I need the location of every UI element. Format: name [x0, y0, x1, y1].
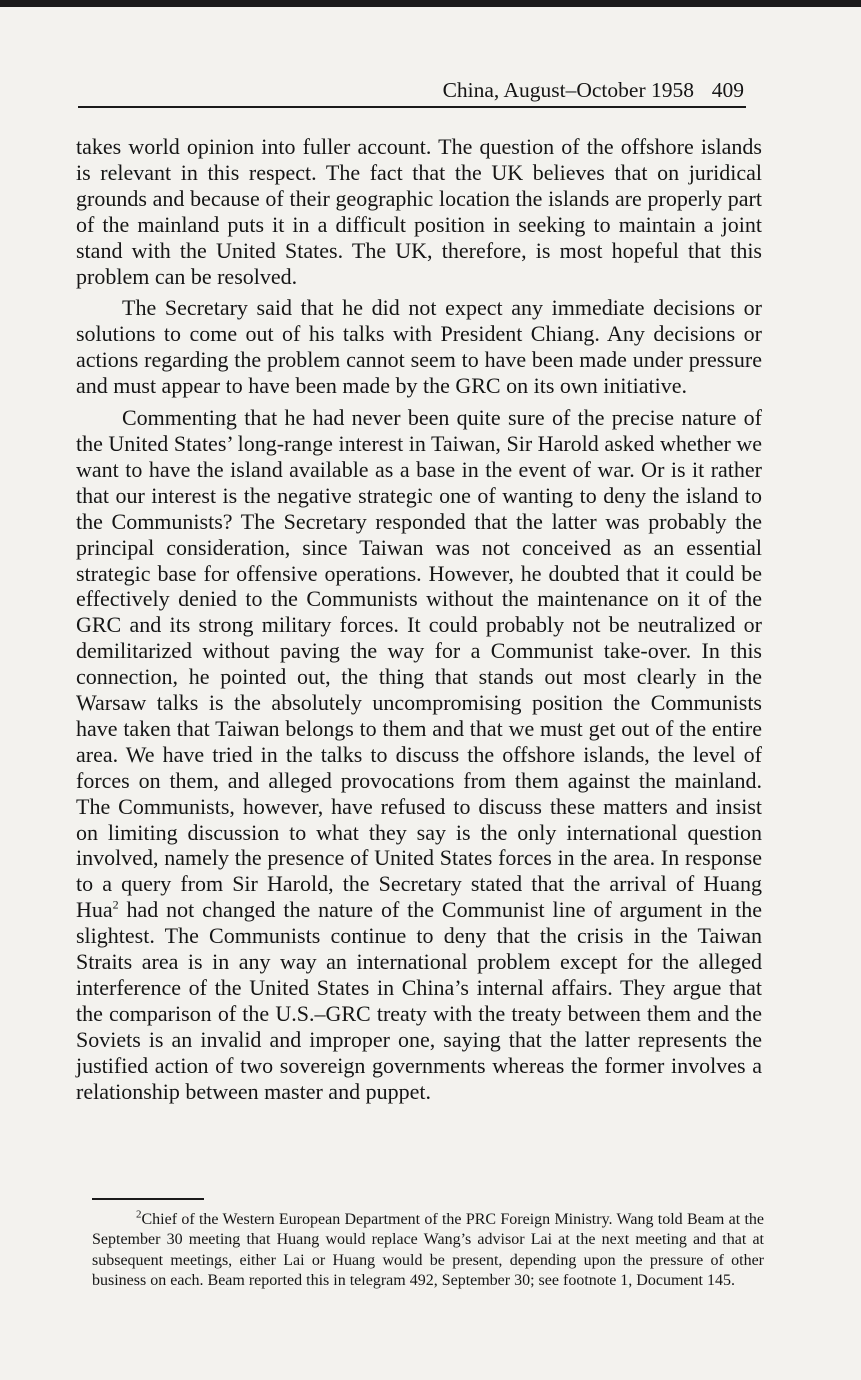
page-number: 409 [711, 78, 744, 102]
footnote-divider [92, 1198, 204, 1200]
paragraph-3 [76, 405, 762, 1104]
footnote [92, 1210, 764, 1291]
footnote-reference[interactable]: 2 [112, 897, 119, 912]
page-header [78, 76, 746, 108]
paragraph-2: The Secretary said that he did not expect any immediate decisions or solutions to come out of his talks with President Chiang. Any decisions or actions regarding the problem cannot seem to have been made under pressure and must appear to have been made by the GRC on its own initiative. [76, 295, 762, 399]
paragraph-3-part-1: Commenting that he had never been quite sure of the precise nature of the United States’ long-range interest in Taiwan, Sir Harold asked whether we want to have the island available as a base in the event of war. Or is it rather that our interest is the negative strategic one of wanting to deny the island to the Communists? The Secretary responded that the latter was probably the principal consideration, since Taiwan was not conceived as an essential strategic base for offensive operations. However, he doubted that it could be effectively denied to the Communists without the maintenance on it of the GRC and its strong military forces. It could probably not be neutralized or demilitarized without paving the way for a Communist take-over. In this connection, he pointed out, the thing that stands out most clearly in the Warsaw talks is the absolutely uncompromising position the Communists have taken that Taiwan belongs to them and that we must get out of the entire area. We have tried in the talks to discuss the offshore islands, the level of forces on them, and alleged provocations from them against the mainland. The Communists, however, have refused to discuss these matters and insist on limiting discussion to what they say is the only international question involved, namely the presence of United States forces in the area. In response to a query from Sir Harold, the Secretary stated that the arrival of Huang Hua [76, 405, 762, 923]
running-head: China, August–October 1958 [442, 78, 694, 102]
footnote-marker: 2 [136, 1208, 142, 1221]
paragraph-3-part-2: had not changed the nature of the Communist line of argument in the slightest. The Communists continue to deny that the crisis in the Taiwan Straits area is in any way an international problem except for the alleged interference of the United States in China’s internal affairs. They argue that the comparison of the U.S.–GRC treaty with the treaty between them and the Soviets is an invalid and improper one, saying that the latter represents the justified action of two sovereign governments whereas the former involves a relationship between master and puppet. [76, 897, 762, 1104]
body-text [76, 134, 762, 1105]
footnote-text: Chief of the Western European Department of the PRC Foreign Ministry. Wang told Beam at the September 30 meeting that Huang would replace Wang’s advisor Lai at the next meeting and that at subsequent meetings, either Lai or Huang would be present, depending upon the pressure of other business on each. Beam reported this in telegram 492, September 30; see footnote 1, Document 145. [92, 1211, 764, 1289]
paragraph-1: takes world opinion into fuller account. The question of the offshore islands is relevant in this respect. The fact that the UK believes that on juridical grounds and because of their geographic location the islands are properly part of the mainland puts it in a difficult position in seeking to maintain a joint stand with the United States. The UK, therefore, is most hopeful that this problem can be resolved. [76, 134, 762, 289]
page-top-edge [0, 0, 861, 7]
